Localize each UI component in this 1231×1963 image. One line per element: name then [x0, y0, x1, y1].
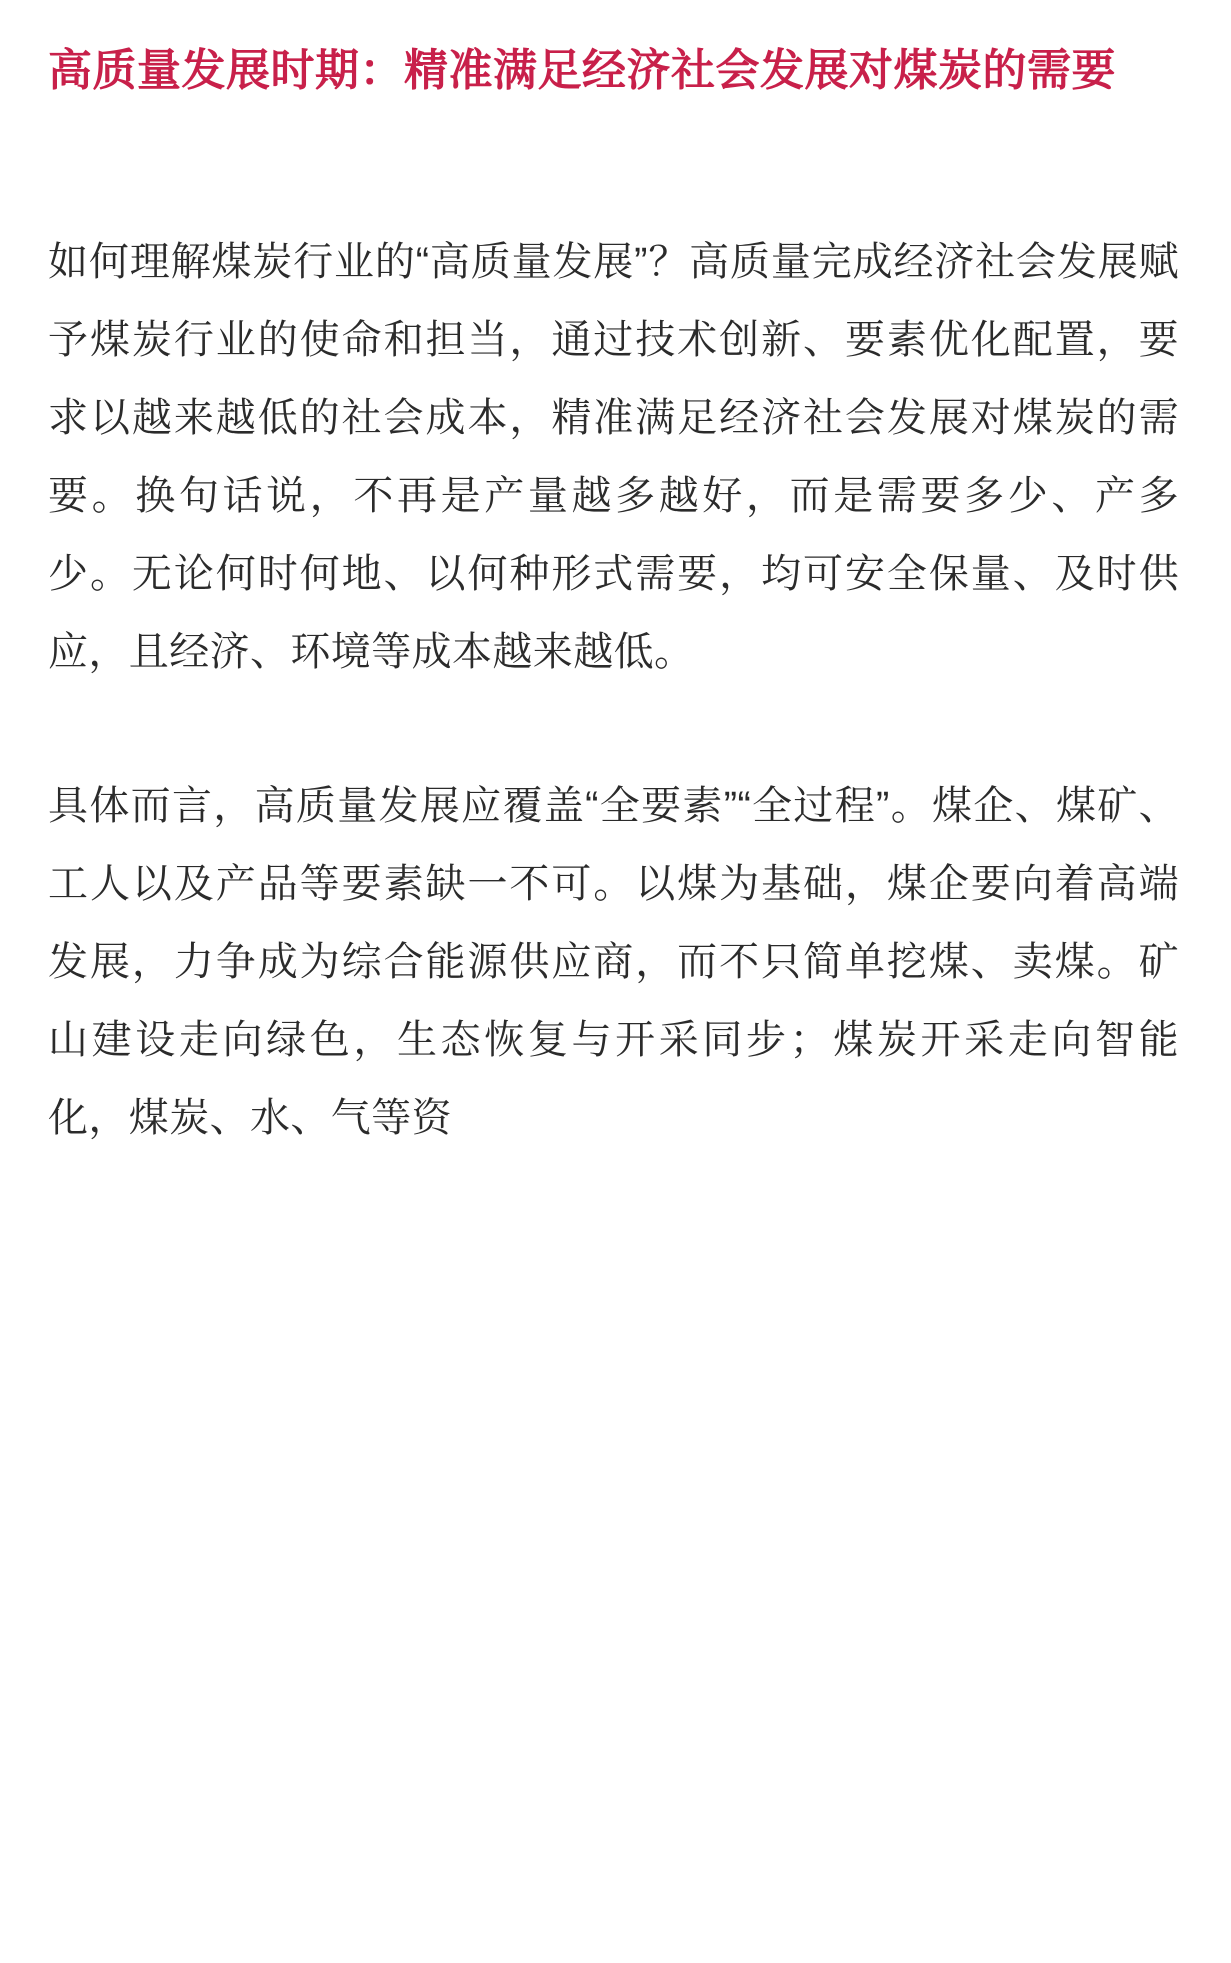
body-paragraph-2: 具体而言，高质量发展应覆盖“全要素”“全过程”。煤企、煤矿、工人以及产品等要素缺一不可。以煤为基础，煤企要向着高端发展，力争成为综合能源供应商，而不只简单挖煤、卖煤。矿山建设走向绿色，生态恢复与开采同步；煤炭开采走向智能化，煤炭、水、气等资 — [48, 783, 1179, 1140]
paragraph-gap — [48, 691, 1179, 767]
body-paragraph-1: 如何理解煤炭行业的“高质量发展”？高质量完成经济社会发展赋予煤炭行业的使命和担当，通过技术创新、要素优化配置，要求以越来越低的社会成本，精准满足经济社会发展对煤炭的需要。换句话说，不再是产量越多越好，而是需要多少、产多少。无论何时何地、以何种形式需要，均可安全保量、及时供应，且经济、环境等成本越来越低。 — [48, 239, 1179, 674]
title-body-spacer — [48, 105, 1179, 223]
page-title: 高质量发展时期：精准满足经济社会发展对煤炭的需要 — [48, 46, 1116, 95]
